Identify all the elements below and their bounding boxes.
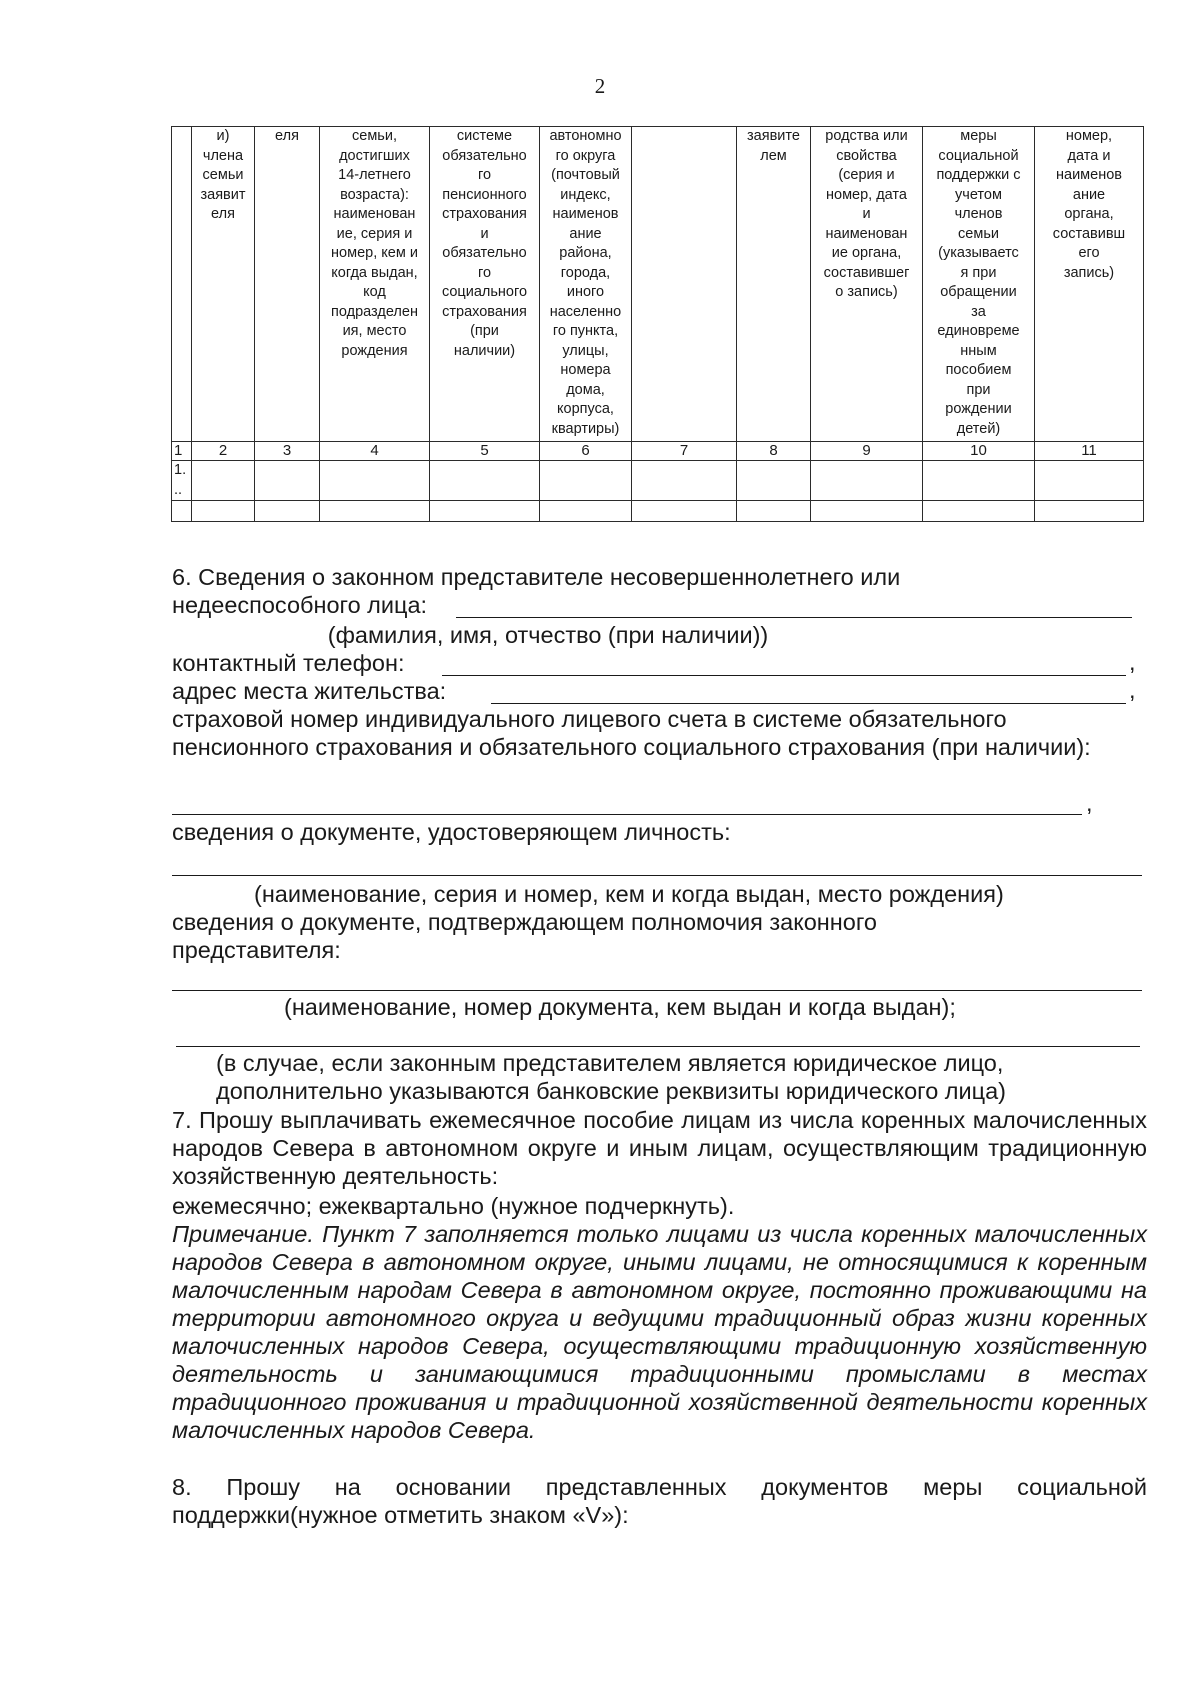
header-cell-7: [632, 127, 737, 442]
column-number: 9: [811, 442, 923, 461]
table-row: [172, 461, 1144, 501]
column-number: 5: [430, 442, 540, 461]
column-number: 7: [632, 442, 737, 461]
table-cell[interactable]: [255, 501, 320, 522]
section8-text: 8. Прошу на основании представленных документов меры социальной поддержки(нужное отметить знаком «V»):: [172, 1474, 1147, 1528]
payment-frequency-options[interactable]: ежемесячно; ежеквартально (нужное подчеркнуть).: [172, 1193, 735, 1219]
table-cell[interactable]: [737, 501, 811, 522]
column-number: 4: [320, 442, 430, 461]
table-cell[interactable]: [632, 461, 737, 501]
table-cell[interactable]: [1035, 501, 1144, 522]
table-cell[interactable]: [320, 501, 430, 522]
column-number: 2: [192, 442, 255, 461]
id-document-label: сведения о документе, удостоверяющем личность:: [172, 819, 731, 845]
id-document-field[interactable]: [172, 875, 1142, 876]
table-cell[interactable]: [430, 501, 540, 522]
representative-name-field[interactable]: [456, 617, 1132, 618]
fio-hint: (фамилия, имя, отчество (при наличии)): [327, 622, 769, 648]
table-cell[interactable]: [811, 461, 923, 501]
phone-field[interactable]: [442, 675, 1126, 676]
header-cell-11: номер, дата и наименов ание органа, составивш его запись): [1035, 127, 1144, 442]
column-number: 8: [737, 442, 811, 461]
legal-entity-hint-line2: дополнительно указываются банковские реквизиты юридического лица): [216, 1078, 1006, 1104]
id-document-hint: (наименование, серия и номер, кем и когда выдан, место рождения): [254, 881, 1004, 907]
table-cell[interactable]: [923, 461, 1035, 501]
section7-note: Примечание. Пункт 7 заполняется только лицами из числа коренных малочисленных народов Севера в автономном округе, иными лицами, не относящимися к коренным малочисленным народам Севера в автономном округе, постоянно проживающими на территории автономного округа и ведущими традиционный образ жизни коренных малочисленных народов Севера, осуществляющими традиционную хозяйственную деятельность и занимающимися традиционными промыслами в местах традиционного проживания и традиционной хозяйственной деятельности коренных малочисленных народов Севера.: [172, 1221, 1147, 1443]
table-cell[interactable]: [632, 501, 737, 522]
table-cell[interactable]: [320, 461, 430, 501]
table-cell[interactable]: [192, 501, 255, 522]
header-cell-6: автономно го округа (почтовый индекс, наименов ание района, города, иного населенно го пункта, улицы, номера дома, корпуса, квартиры): [540, 127, 632, 442]
table-cell[interactable]: [540, 461, 632, 501]
table-cell[interactable]: [737, 461, 811, 501]
bank-details-field[interactable]: [176, 1046, 1140, 1047]
snils-comma: ,: [1086, 790, 1093, 816]
column-numbers-row: [172, 442, 1144, 461]
header-cell-4: семьи, достигших 14-летнего возраста): наименован ие, серия и номер, кем и когда выдан, код подразделен ия, место рождения: [320, 127, 430, 442]
column-number: 11: [1035, 442, 1144, 461]
row-number-cell: 1. ..: [172, 461, 192, 501]
phone-label: контактный телефон:: [172, 650, 405, 676]
family-members-table: [171, 126, 1144, 522]
table-cell[interactable]: [430, 461, 540, 501]
table-cell[interactable]: [255, 461, 320, 501]
table-cell[interactable]: [172, 501, 192, 522]
table-cell[interactable]: [192, 461, 255, 501]
phone-comma: ,: [1129, 649, 1136, 675]
column-number: 6: [540, 442, 632, 461]
snils-label: страховой номер индивидуального лицевого счета в системе обязательного пенсионного страхования и обязательного социального страхования (при наличии):: [172, 706, 1091, 760]
header-cell-9: родства или свойства (серия и номер, дата и наименован ие органа, составившег о запись): [811, 127, 923, 442]
snils-field[interactable]: [172, 814, 1082, 815]
header-cell-5: системе обязательно го пенсионного страхования и обязательно го социального страхования (при наличии): [430, 127, 540, 442]
authority-document-field[interactable]: [172, 990, 1142, 991]
column-number: 3: [255, 442, 320, 461]
header-cell-2: и) члена семьи заявит еля: [192, 127, 255, 442]
table-cell[interactable]: [1035, 461, 1144, 501]
section7-text: 7. Прошу выплачивать ежемесячное пособие лицам из числа коренных малочисленных народов Севера в автономном округе и иным лицам, осуществляющим традиционную хозяйственную деятельность:: [172, 1107, 1147, 1189]
legal-entity-hint-line1: (в случае, если законным представителем является юридическое лицо,: [216, 1050, 1004, 1076]
column-number: 1: [172, 442, 192, 461]
header-cell-1: [172, 127, 192, 442]
authority-document-label: сведения о документе, подтверждающем полномочия законного представителя:: [172, 909, 877, 963]
section6-title-line2: недееспособного лица:: [172, 592, 428, 618]
column-number: 10: [923, 442, 1035, 461]
table-cell[interactable]: [540, 501, 632, 522]
authority-document-hint: (наименование, номер документа, кем выдан и когда выдан);: [284, 994, 956, 1020]
table-cell[interactable]: [811, 501, 923, 522]
section6-title-line1: 6. Сведения о законном представителе несовершеннолетнего или: [172, 564, 901, 590]
table-header-row: [172, 127, 1144, 442]
address-field[interactable]: [491, 703, 1126, 704]
table-cell[interactable]: [923, 501, 1035, 522]
address-label: адрес места жительства:: [172, 678, 447, 704]
header-cell-3: еля: [255, 127, 320, 442]
address-comma: ,: [1129, 677, 1136, 703]
table-row: [172, 501, 1144, 522]
header-cell-8: заявите лем: [737, 127, 811, 442]
page-number: 2: [594, 74, 606, 98]
header-cell-10: меры социальной поддержки с учетом членов семьи (указываетс я при обращении за единовреме нным пособием при рождении детей): [923, 127, 1035, 442]
